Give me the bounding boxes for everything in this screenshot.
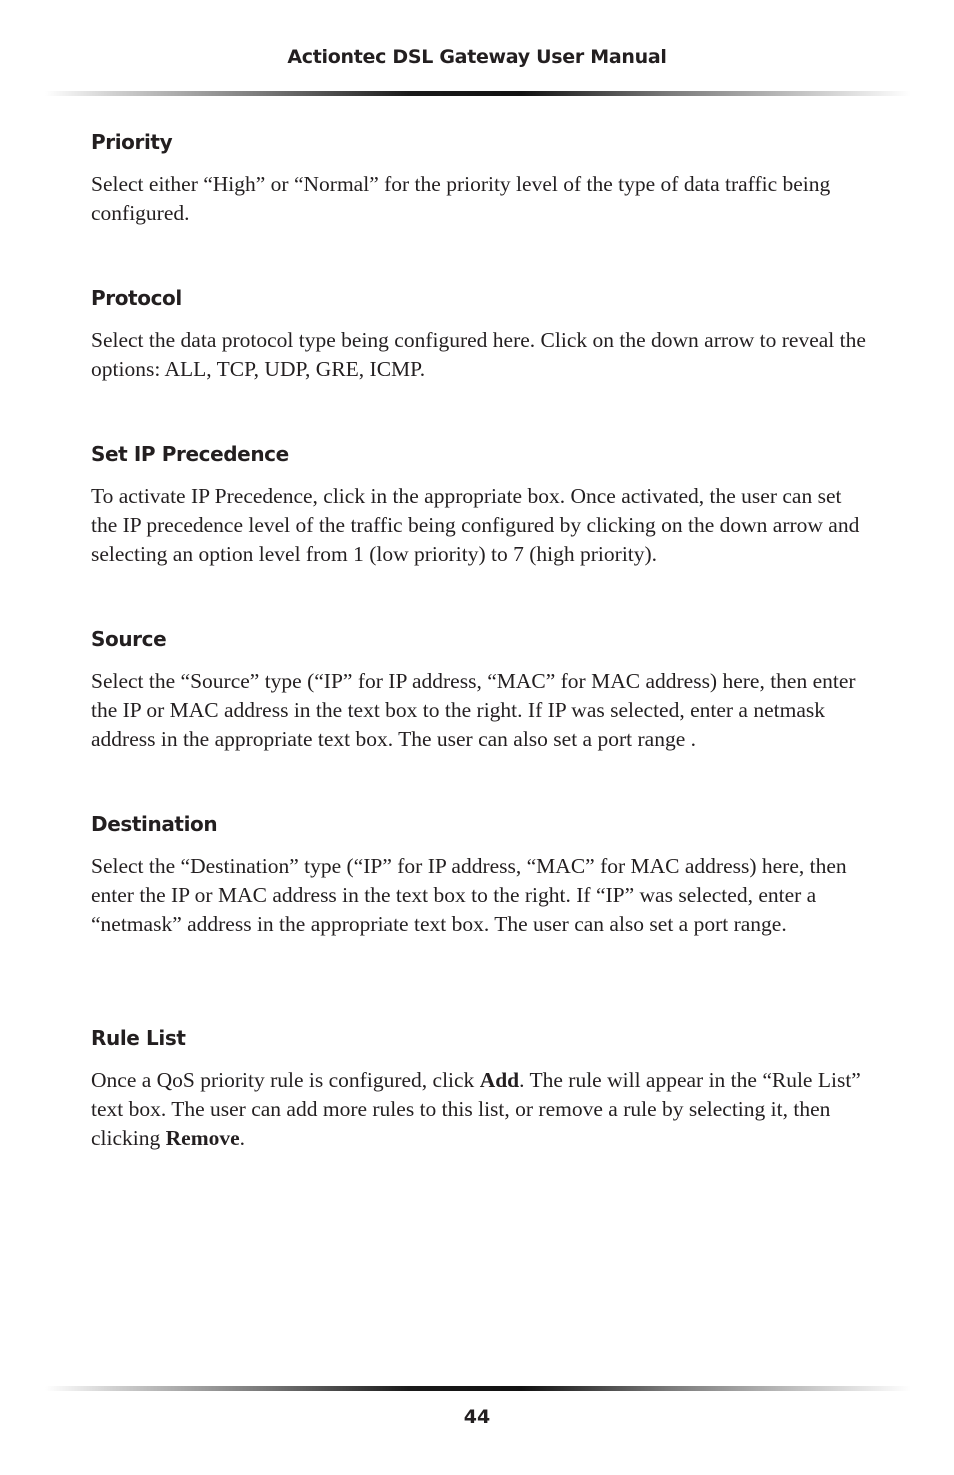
- section-source: [91, 625, 871, 754]
- section-heading: Source: [91, 627, 167, 651]
- section-protocol: [91, 284, 871, 384]
- section-body: Select the “Source” type (“IP” for IP address, “MAC” for MAC address) here, then enter the IP or MAC address in the text box to the right. If IP was selected, enter a netmask address in the appropriate text box. The user can also set a port range .: [91, 669, 856, 751]
- section-body: Select either “High” or “Normal” for the priority level of the type of data traffic being configured.: [91, 172, 831, 225]
- body-text: Once a QoS priority rule is configured, click: [91, 1068, 480, 1092]
- body-text: . The rule will appear in the “Rule List” text box. The user can add more rules to this list, or remove a rule by selecting it, then clicking: [91, 1068, 861, 1150]
- section-heading: Rule List: [91, 1026, 186, 1050]
- section-heading: Set IP Precedence: [91, 442, 289, 466]
- page-number: 44: [463, 1406, 491, 1428]
- section-body: Select the “Destination” type (“IP” for IP address, “MAC” for MAC address) here, then enter the IP or MAC address in the text box to the right. If “IP” was selected, enter a “netmask” address in the appropriate text box. The user can also set a port range.: [91, 854, 847, 936]
- section-heading: Protocol: [91, 286, 182, 310]
- section-heading: Destination: [91, 812, 218, 836]
- section-body: [91, 1066, 871, 1153]
- section-body: To activate IP Precedence, click in the appropriate box. Once activated, the user can set the IP precedence level of the traffic being configured by clicking on the down arrow and selecting an option level from 1 (low priority) to 7 (high priority).: [91, 484, 860, 566]
- body-text: .: [239, 1126, 246, 1150]
- section-priority: [91, 128, 871, 228]
- running-header-title: Actiontec DSL Gateway User Manual: [287, 46, 667, 68]
- footer-rule: [45, 1386, 911, 1391]
- header-rule: [45, 91, 911, 96]
- remove-term: Remove: [165, 1126, 240, 1150]
- section-body: Select the data protocol type being configured here. Click on the down arrow to reveal the options: ALL, TCP, UDP, GRE, ICMP.: [91, 328, 866, 381]
- add-term: Add: [479, 1068, 520, 1092]
- section-rule-list: [91, 1024, 871, 1153]
- section-heading: Priority: [91, 130, 173, 154]
- section-destination: [91, 810, 871, 939]
- section-set-ip-precedence: [91, 440, 871, 569]
